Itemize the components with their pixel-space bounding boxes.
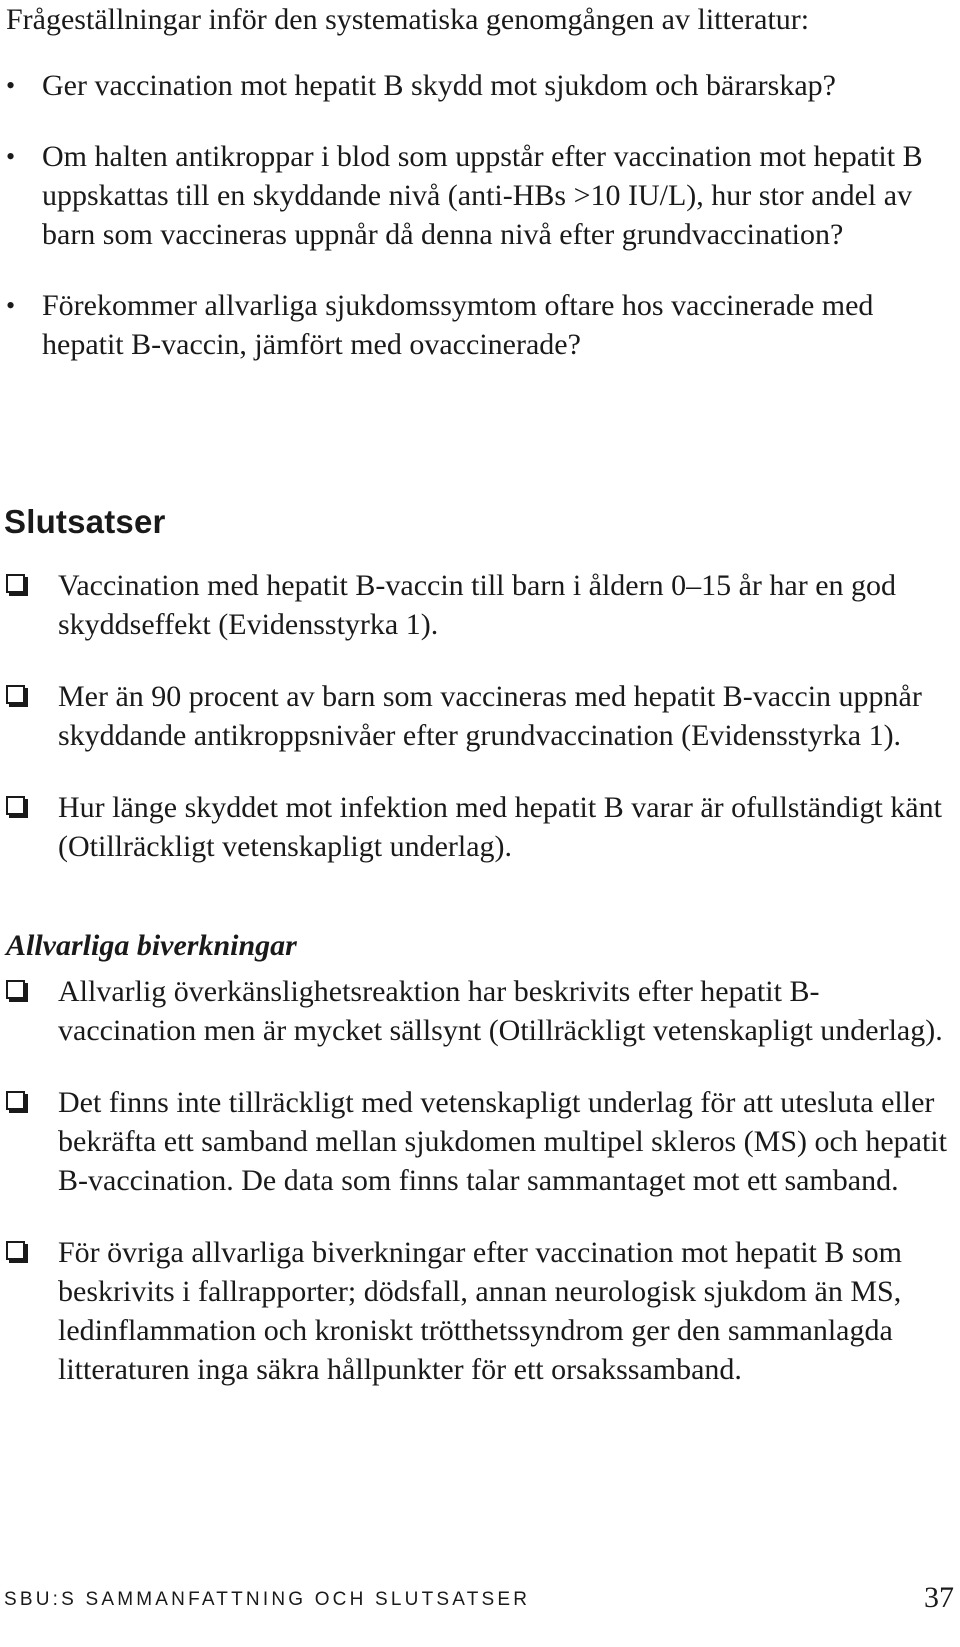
intro-text: Frågeställningar inför den systematiska genomgången av litteratur: xyxy=(6,3,810,36)
adverse-text: Det finns inte tillräckligt med vetenskapligt underlag för att utesluta eller bekräfta ett samband mellan sjukdomen multipel skleros (MS) och hepatit B-vaccination. De data som finns talar sammantaget mot ett samband. xyxy=(58,1086,947,1197)
checkbox-icon xyxy=(6,1091,25,1110)
page-number: 37 xyxy=(924,1581,954,1614)
bullet-icon: • xyxy=(6,142,16,171)
conclusion-text: Mer än 90 procent av barn som vaccineras med hepatit B-vaccin uppnår skyddande antikroppsnivåer efter grundvaccination (Evidensstyrka 1). xyxy=(58,680,922,752)
adverse-effects-list xyxy=(0,972,950,1422)
conclusion-text: Vaccination med hepatit B-vaccin till barn i åldern 0–15 år har en god skyddseffekt (Evidensstyrka 1). xyxy=(58,569,897,641)
adverse-item xyxy=(0,1083,950,1200)
checkbox-icon xyxy=(6,685,25,704)
section-heading: Slutsatser xyxy=(4,503,166,540)
checkbox-icon xyxy=(6,1241,25,1260)
running-title: SBU:S SAMMANFATTNING OCH SLUTSATSER xyxy=(4,1589,531,1610)
checkbox-icon xyxy=(6,574,25,593)
question-text: Ger vaccination mot hepatit B skydd mot sjukdom och bärarskap? xyxy=(42,69,836,102)
conclusion-text: Hur länge skyddet mot infektion med hepatit B varar är ofullständigt känt (Otillräckligt vetenskapligt underlag). xyxy=(58,791,942,863)
conclusion-item xyxy=(0,677,950,755)
adverse-item xyxy=(0,972,950,1050)
checkbox-icon xyxy=(6,980,25,999)
question-item xyxy=(0,286,940,364)
conclusion-list xyxy=(0,566,950,899)
bullet-icon: • xyxy=(6,291,16,320)
question-list xyxy=(0,66,940,396)
adverse-text: Allvarlig överkänslighetsreaktion har beskrivits efter hepatit B-vaccination men är mycket sällsynt (Otillräckligt vetenskapligt underlag). xyxy=(58,975,943,1047)
question-text: Förekommer allvarliga sjukdomssymtom oftare hos vaccinerade med hepatit B-vaccin, jämfört med ovaccinerade? xyxy=(42,289,874,361)
question-text: Om halten antikroppar i blod som uppstår efter vaccination mot hepatit B uppskattas till en skyddande nivå (anti-HBs >10 IU/L), hur stor andel av barn som vaccineras uppnår då denna nivå efter grundvaccination? xyxy=(42,140,923,251)
adverse-item xyxy=(0,1233,950,1389)
conclusion-item xyxy=(0,788,950,866)
checkbox-icon xyxy=(6,796,25,815)
bullet-icon: • xyxy=(6,71,16,100)
subheading: Allvarliga biverkningar xyxy=(6,929,297,962)
question-item xyxy=(0,137,940,254)
question-item xyxy=(0,66,940,105)
adverse-text: För övriga allvarliga biverkningar efter vaccination mot hepatit B som beskrivits i fallrapporter; dödsfall, annan neurologisk sjukdom än MS, ledinflammation och kroniskt trötthetssyndrom ger den sammanlagda litteraturen inga säkra hållpunkter för ett orsakssamband. xyxy=(58,1236,902,1386)
conclusion-item xyxy=(0,566,950,644)
